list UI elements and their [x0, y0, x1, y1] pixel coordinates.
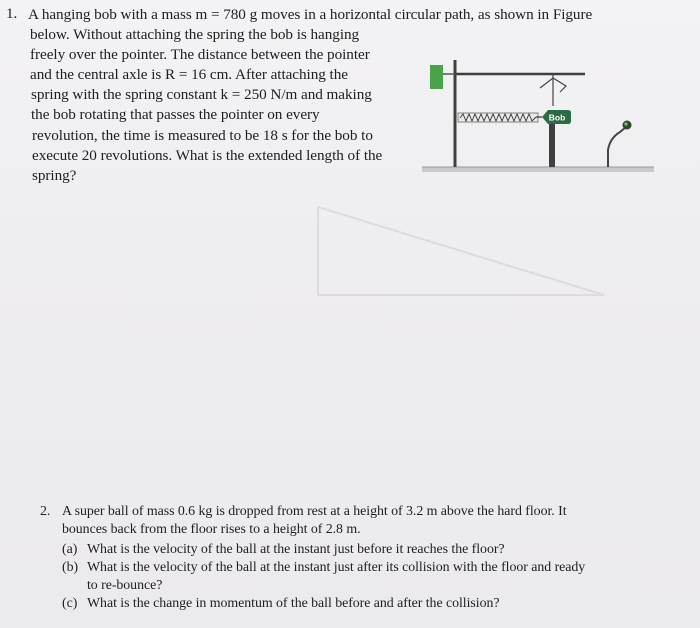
question-1-line: A hanging bob with a mass m = 780 g moves in a horizontal circular path, as shown in Figure [28, 6, 593, 23]
question-1-line: revolution, the time is measured to be 18 s for the bob to [32, 127, 373, 144]
question-2-line: A super ball of mass 0.6 kg is dropped from rest at a height of 3.2 m above the hard floor. It [62, 504, 567, 519]
part-text: to re-bounce? [87, 578, 163, 593]
pointer-stand [608, 127, 626, 167]
question-2-number: 2. [40, 504, 51, 519]
part-text: What is the velocity of the ball at the instant just before it reaches the floor? [87, 542, 505, 557]
question-1-line: the bob rotating that passes the pointer on every [31, 106, 320, 123]
rotating-bob-diagram [420, 54, 660, 184]
part-label: (a) [62, 542, 78, 557]
faint-background-shape [316, 205, 606, 297]
green-block [430, 65, 443, 89]
diagram-svg [420, 54, 660, 184]
question-2-line: bounces back from the floor rises to a height of 2.8 m. [62, 522, 361, 537]
question-1-line: execute 20 revolutions. What is the extended length of the [32, 147, 383, 164]
question-1-line: freely over the pointer. The distance between the pointer [30, 46, 370, 63]
bob-lower-rod [549, 124, 555, 167]
part-label: (b) [62, 560, 79, 575]
question-1-line: below. Without attaching the spring the bob is hanging [30, 26, 360, 43]
part-text: What is the velocity of the ball at the instant just after its collision with the floor and ready [87, 560, 586, 575]
bob-label: Bob [548, 112, 566, 123]
base-plate [422, 167, 654, 172]
question-1-line: and the central axle is R = 16 cm. After attaching the [30, 66, 348, 83]
question-1-line: spring with the spring constant k = 250 N/m and making [31, 86, 372, 103]
question-1-number: 1. [6, 5, 18, 22]
pointer-tip-highlight [624, 122, 627, 125]
part-label: (c) [62, 596, 78, 611]
part-text: What is the change in momentum of the ball before and after the collision? [87, 596, 500, 611]
question-1-line: spring? [32, 167, 77, 184]
